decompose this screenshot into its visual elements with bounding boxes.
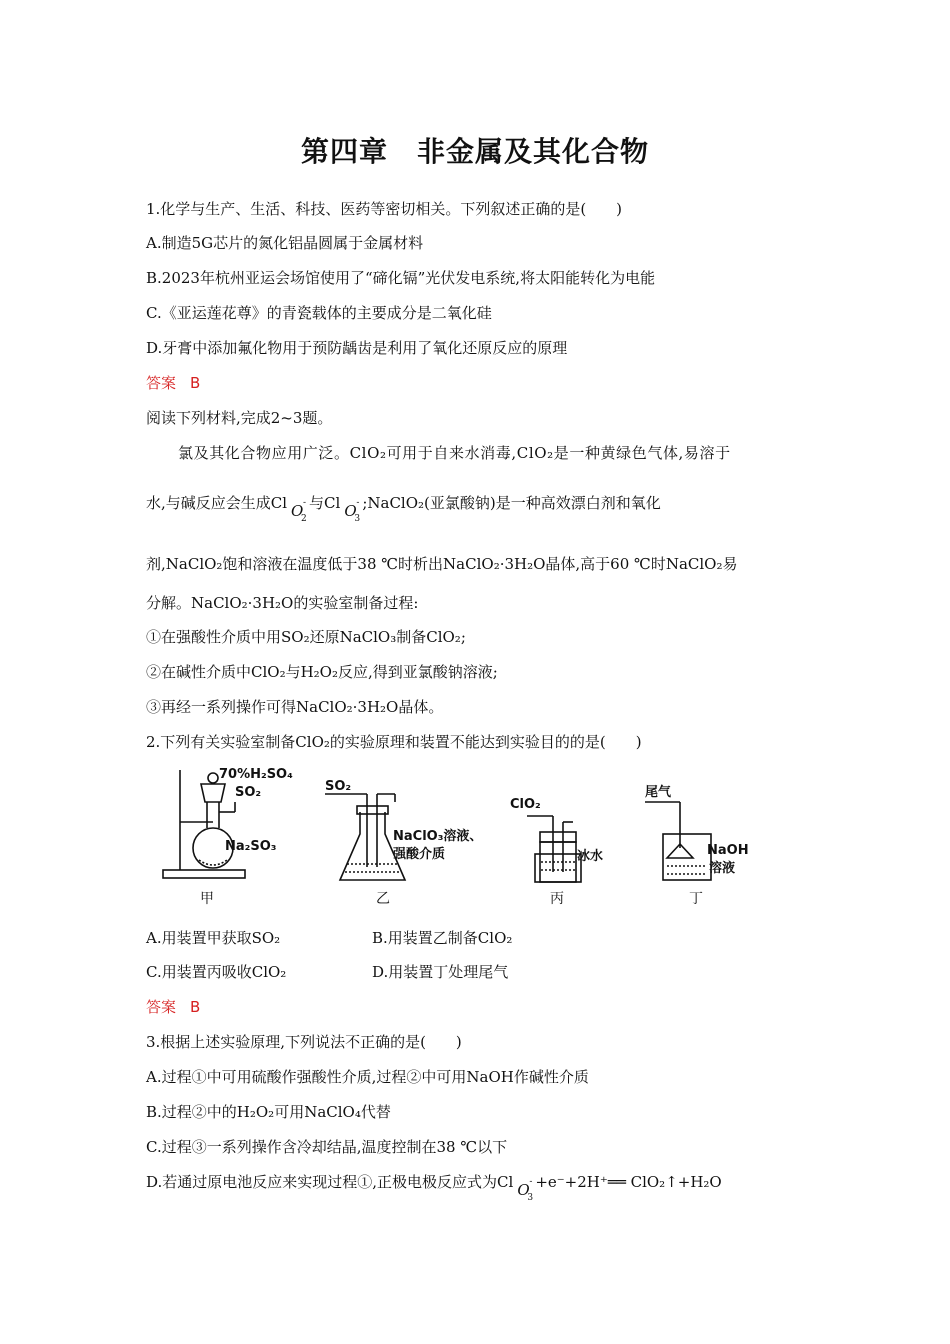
apparatus-jia bbox=[163, 770, 245, 878]
apparatus-bing bbox=[527, 816, 581, 882]
answer-value: B bbox=[190, 374, 201, 392]
ding-reagent-label-1: NaOH bbox=[707, 843, 749, 858]
bing-gas-label: ClO₂ bbox=[510, 797, 541, 812]
q3-option-a: A.过程①中可用硫酸作强酸性介质,过程②中可用NaOH作碱性介质 bbox=[146, 1068, 589, 1086]
q3-stem: 3.根据上述实验原理,下列说法不正确的是( ) bbox=[146, 1033, 462, 1051]
reading-step3: ③再经一系列操作可得NaClO₂·3H₂O晶体。 bbox=[146, 698, 444, 716]
q1-stem: 1.化学与生产、生活、科技、医药等密切相关。下列叙述正确的是( ) bbox=[146, 200, 623, 218]
jia-solid-label: Na₂SO₃ bbox=[225, 839, 277, 854]
reading-p2 bbox=[146, 492, 661, 524]
q1-option-a: A.制造5G芯片的氮化铝晶圆属于金属材料 bbox=[146, 234, 424, 252]
bing-reagent-label: 冰水 bbox=[577, 849, 604, 864]
chlorate-ion: O 3 - bbox=[517, 1177, 534, 1203]
q1-answer bbox=[146, 372, 200, 394]
q2-option-c: C.用装置丙吸收ClO₂ bbox=[146, 963, 287, 981]
yi-gas-label: SO₂ bbox=[325, 779, 352, 794]
reading-step2: ②在碱性介质中ClO₂与H₂O₂反应,得到亚氯酸钠溶液; bbox=[146, 663, 498, 681]
q2-option-d: D.用装置丁处理尾气 bbox=[372, 963, 509, 981]
yi-reagent-label-2: 强酸介质 bbox=[393, 847, 446, 862]
q3-option-c: C.过程③一系列操作含冷却结晶,温度控制在38 ℃以下 bbox=[146, 1138, 508, 1156]
q1-option-c: C.《亚运莲花尊》的青瓷载体的主要成分是二氧化硅 bbox=[146, 304, 492, 322]
reading-p2-part2: 与Cl bbox=[309, 494, 341, 512]
q3-option-d-part2: +e⁻+2H⁺══ ClO₂↑+H₂O bbox=[535, 1173, 722, 1191]
chlorite-ion: O 2 - bbox=[291, 498, 307, 524]
reading-p1: 氯及其化合物应用广泛。ClO₂可用于自来水消毒,ClO₂是一种黄绿色气体,易溶于 bbox=[178, 444, 731, 462]
ding-gas-label: 尾气 bbox=[645, 785, 672, 800]
yi-reagent-label-1: NaClO₃溶液、 bbox=[393, 829, 483, 844]
q1-option-b: B.2023年杭州亚运会场馆使用了“碲化镉”光伏发电系统,将太阳能转化为电能 bbox=[146, 269, 656, 287]
reading-p2-part3: ;NaClO₂(亚氯酸钠)是一种高效漂白剂和氧化 bbox=[362, 494, 661, 512]
apparatus-figure bbox=[155, 762, 775, 912]
reading-p4: 分解。NaClO₂·3H₂O的实验室制备过程: bbox=[146, 594, 419, 612]
reading-step1: ①在强酸性介质中用SO₂还原NaClO₃制备ClO₂; bbox=[146, 628, 466, 646]
fig-label-yi: 乙 bbox=[376, 891, 390, 907]
reading-intro: 阅读下列材料,完成2~3题。 bbox=[146, 409, 333, 427]
reading-p3: 剂,NaClO₂饱和溶液在温度低于38 ℃时析出NaClO₂·3H₂O晶体,高于60 ℃时NaClO₂易 bbox=[146, 555, 738, 573]
jia-reagent-label: 70%H₂SO₄ bbox=[219, 767, 293, 782]
q2-stem: 2.下列有关实验室制备ClO₂的实验原理和装置不能达到实验目的的是( ) bbox=[146, 733, 642, 751]
answer-value: B bbox=[190, 998, 201, 1016]
fig-label-jia: 甲 bbox=[200, 891, 214, 907]
answer-label: 答案 bbox=[146, 998, 177, 1016]
chlorate-ion: O 3 - bbox=[344, 498, 361, 524]
jia-gas-label: SO₂ bbox=[235, 785, 262, 800]
fig-label-ding: 丁 bbox=[689, 891, 703, 907]
ding-reagent-label-2: 溶液 bbox=[709, 861, 736, 876]
fig-label-bing: 丙 bbox=[550, 891, 564, 907]
page-title: 第四章 非金属及其化合物 bbox=[300, 135, 649, 168]
q2-option-b: B.用装置乙制备ClO₂ bbox=[372, 929, 513, 947]
q2-option-a: A.用装置甲获取SO₂ bbox=[146, 929, 281, 947]
q3-option-d bbox=[146, 1171, 722, 1203]
q2-answer bbox=[146, 996, 200, 1018]
q1-option-d: D.牙膏中添加氟化物用于预防龋齿是利用了氧化还原反应的原理 bbox=[146, 339, 568, 357]
reading-p2-part1: 水,与碱反应会生成Cl bbox=[146, 494, 288, 512]
q3-option-d-part1: D.若通过原电池反应来实现过程①,正极电极反应式为Cl bbox=[146, 1173, 514, 1191]
apparatus-ding bbox=[645, 802, 711, 880]
answer-label: 答案 bbox=[146, 374, 177, 392]
q3-option-b: B.过程②中的H₂O₂可用NaClO₄代替 bbox=[146, 1103, 391, 1121]
